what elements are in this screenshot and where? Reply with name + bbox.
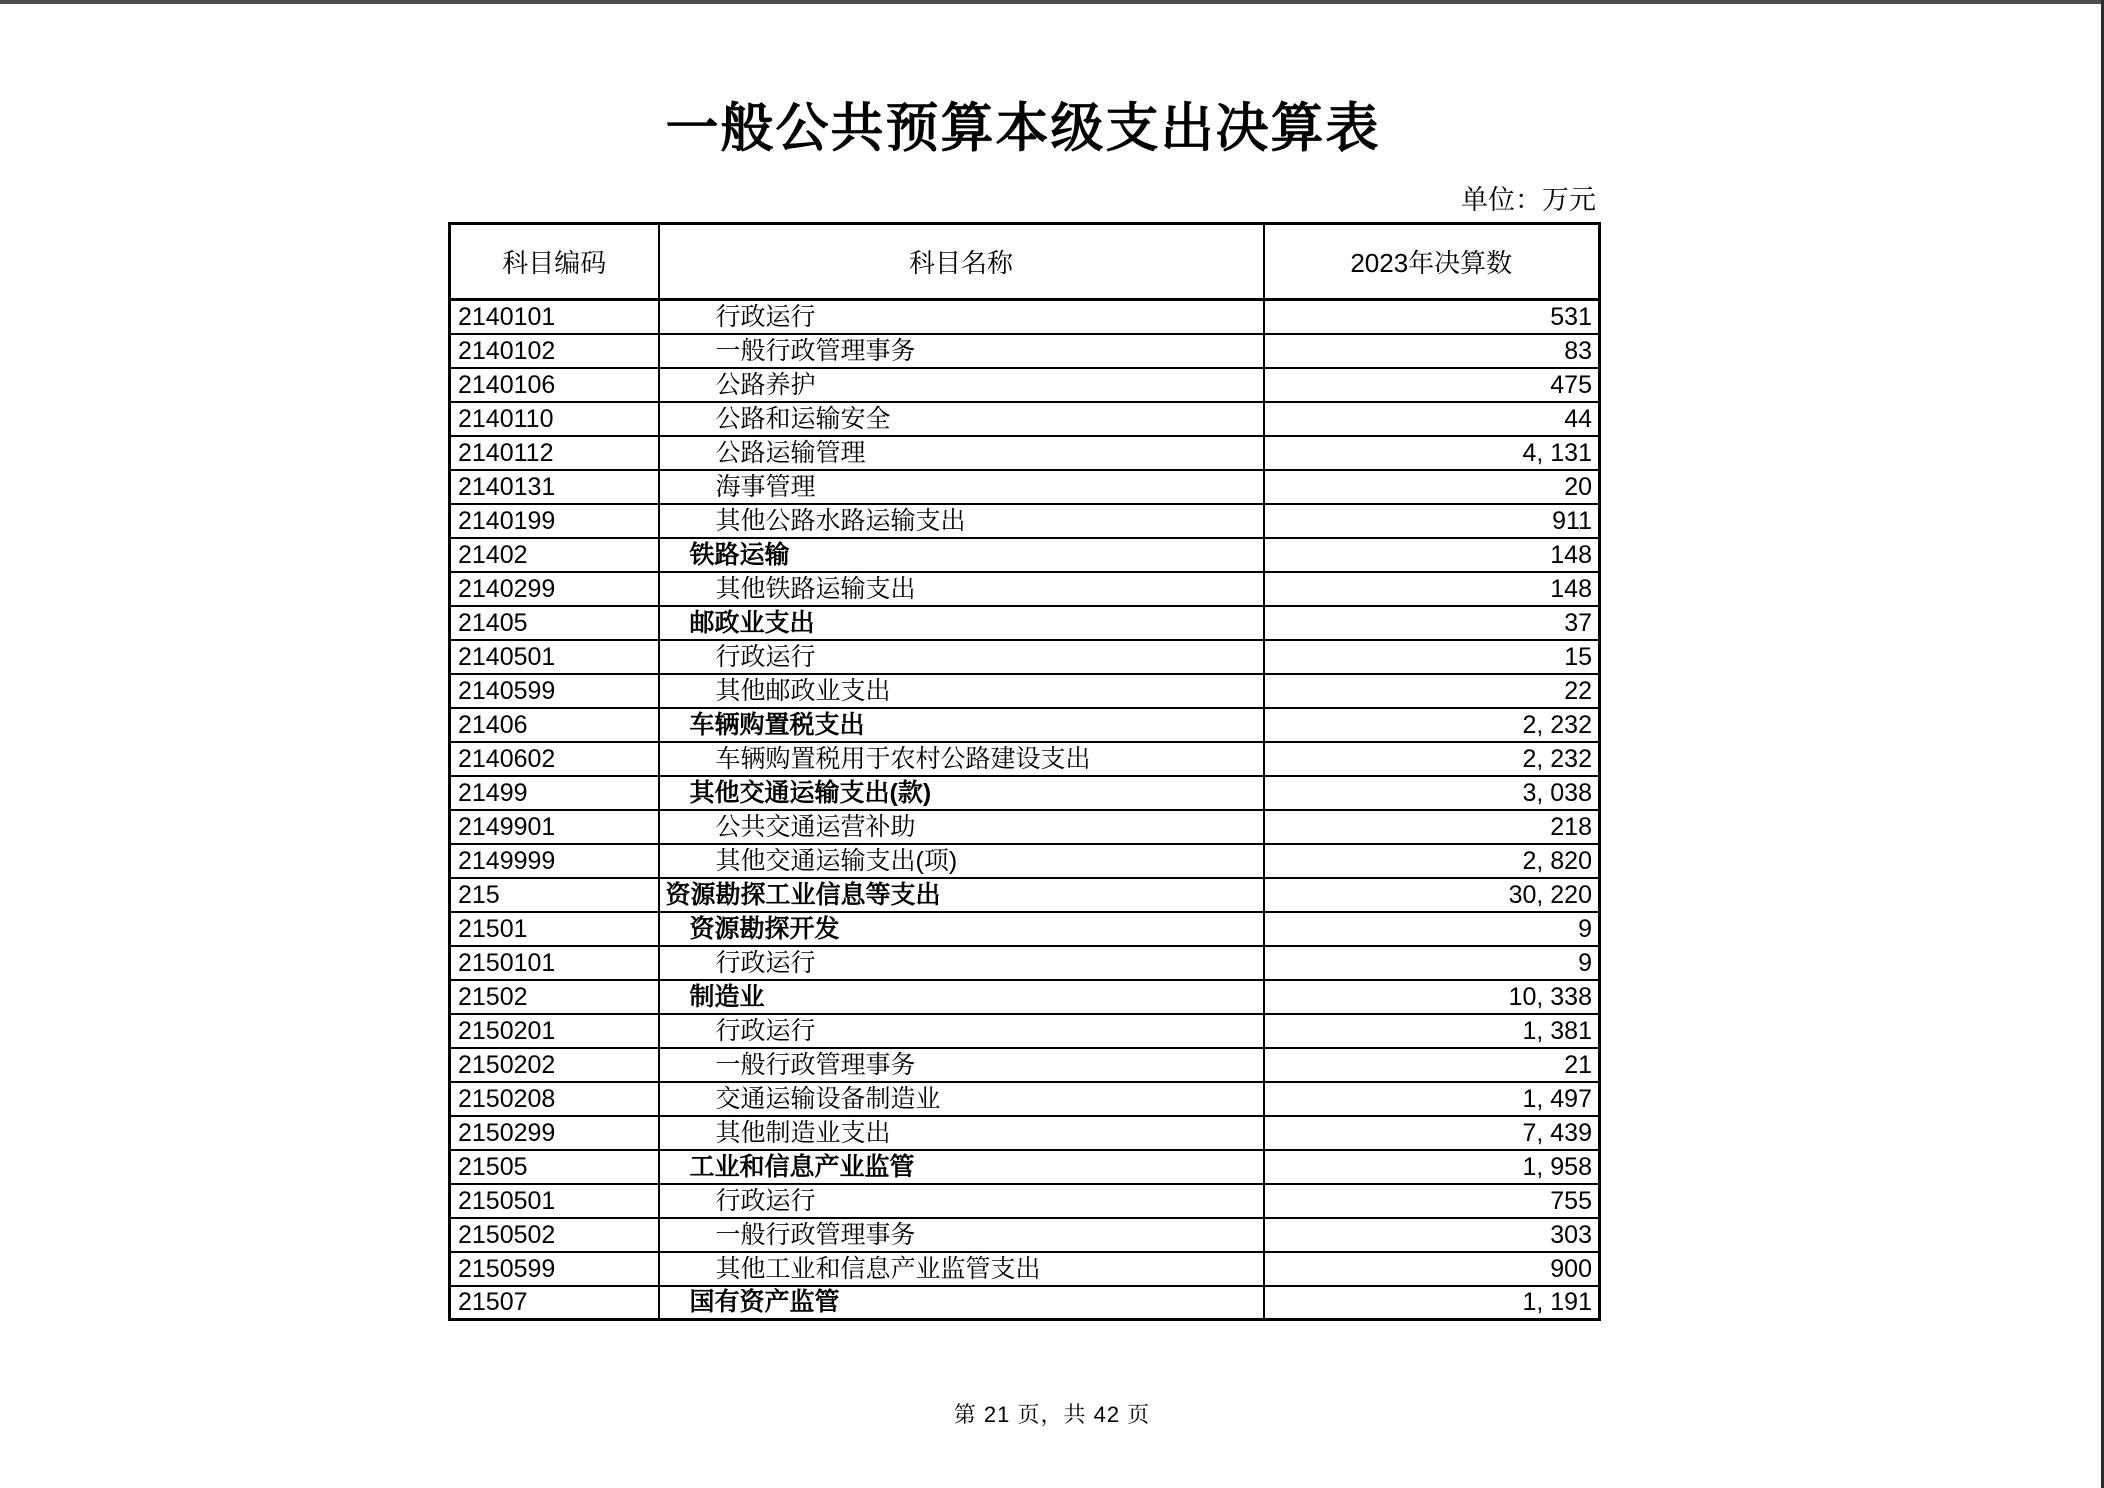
- table-row: [450, 640, 1600, 674]
- subject-code-cell: 2149901: [450, 810, 659, 844]
- table-row: [450, 538, 1600, 572]
- subject-name-cell: 其他工业和信息产业监管支出: [659, 1252, 1264, 1286]
- table-row: [450, 980, 1600, 1014]
- table-row: [450, 368, 1600, 402]
- subject-code-cell: 2140110: [450, 402, 659, 436]
- subject-name-cell: 行政运行: [659, 946, 1264, 980]
- subject-code-cell: 2149999: [450, 844, 659, 878]
- subject-name-cell: 其他铁路运输支出: [659, 572, 1264, 606]
- final-amount-cell: 22: [1264, 674, 1600, 708]
- final-amount-cell: 7, 439: [1264, 1116, 1600, 1150]
- subject-code-cell: 2140299: [450, 572, 659, 606]
- subject-name-cell: 行政运行: [659, 1184, 1264, 1218]
- table-row: [450, 878, 1600, 912]
- table-row: [450, 946, 1600, 980]
- subject-name-cell: 一般行政管理事务: [659, 334, 1264, 368]
- subject-name-cell: 车辆购置税用于农村公路建设支出: [659, 742, 1264, 776]
- subject-code-cell: 2150202: [450, 1048, 659, 1082]
- final-amount-cell: 148: [1264, 572, 1600, 606]
- subject-name-cell: 资源勘探工业信息等支出: [659, 878, 1264, 912]
- final-amount-cell: 10, 338: [1264, 980, 1600, 1014]
- table-row: [450, 810, 1600, 844]
- budget-expenditure-table: [448, 222, 1601, 1321]
- table-row: [450, 1014, 1600, 1048]
- subject-name-cell: 公路运输管理: [659, 436, 1264, 470]
- subject-name-cell: 公路和运输安全: [659, 402, 1264, 436]
- table-row: [450, 1082, 1600, 1116]
- table-row: [450, 504, 1600, 538]
- subject-code-cell: 2150599: [450, 1252, 659, 1286]
- subject-name-cell: 其他邮政业支出: [659, 674, 1264, 708]
- table-row: [450, 334, 1600, 368]
- subject-name-cell: 其他公路水路运输支出: [659, 504, 1264, 538]
- final-amount-cell: 755: [1264, 1184, 1600, 1218]
- subject-name-cell: 行政运行: [659, 640, 1264, 674]
- final-amount-cell: 218: [1264, 810, 1600, 844]
- subject-name-cell: 行政运行: [659, 300, 1264, 334]
- final-amount-cell: 2, 232: [1264, 742, 1600, 776]
- table-row: [450, 1048, 1600, 1082]
- subject-code-cell: 21501: [450, 912, 659, 946]
- subject-code-cell: 2140199: [450, 504, 659, 538]
- table-row: [450, 1218, 1600, 1252]
- final-amount-cell: 1, 497: [1264, 1082, 1600, 1116]
- subject-name-cell: 交通运输设备制造业: [659, 1082, 1264, 1116]
- table-row: [450, 572, 1600, 606]
- final-amount-cell: 37: [1264, 606, 1600, 640]
- subject-name-cell: 公路养护: [659, 368, 1264, 402]
- subject-name-cell: 国有资产监管: [659, 1286, 1264, 1320]
- final-amount-cell: 83: [1264, 334, 1600, 368]
- subject-name-cell: 资源勘探开发: [659, 912, 1264, 946]
- final-amount-cell: 21: [1264, 1048, 1600, 1082]
- table-row: [450, 674, 1600, 708]
- subject-name-cell: 其他交通运输支出(项): [659, 844, 1264, 878]
- final-amount-cell: 911: [1264, 504, 1600, 538]
- subject-name-cell: 公共交通运营补助: [659, 810, 1264, 844]
- final-amount-cell: 303: [1264, 1218, 1600, 1252]
- subject-name-cell: 行政运行: [659, 1014, 1264, 1048]
- table-row: [450, 1184, 1600, 1218]
- final-amount-cell: 1, 381: [1264, 1014, 1600, 1048]
- table-body: [450, 300, 1600, 1320]
- final-amount-cell: 900: [1264, 1252, 1600, 1286]
- table-row: [450, 1150, 1600, 1184]
- final-amount-cell: 30, 220: [1264, 878, 1600, 912]
- column-header-subject-code: 科目编码: [450, 224, 659, 300]
- subject-code-cell: 2140106: [450, 368, 659, 402]
- table-row: [450, 300, 1600, 334]
- subject-code-cell: 215: [450, 878, 659, 912]
- unit-label: 单位：万元: [1461, 185, 1596, 216]
- subject-name-cell: 制造业: [659, 980, 1264, 1014]
- table-row: [450, 1286, 1600, 1320]
- subject-code-cell: 2140501: [450, 640, 659, 674]
- table-row: [450, 708, 1600, 742]
- subject-code-cell: 2150208: [450, 1082, 659, 1116]
- final-amount-cell: 9: [1264, 912, 1600, 946]
- subject-code-cell: 2150299: [450, 1116, 659, 1150]
- final-amount-cell: 2, 232: [1264, 708, 1600, 742]
- subject-name-cell: 铁路运输: [659, 538, 1264, 572]
- table-row: [450, 470, 1600, 504]
- subject-name-cell: 邮政业支出: [659, 606, 1264, 640]
- subject-code-cell: 2140112: [450, 436, 659, 470]
- table-row: [450, 912, 1600, 946]
- table-row: [450, 742, 1600, 776]
- table-header-row: [450, 224, 1600, 300]
- subject-code-cell: 21405: [450, 606, 659, 640]
- table-row: [450, 1252, 1600, 1286]
- subject-name-cell: 一般行政管理事务: [659, 1048, 1264, 1082]
- subject-code-cell: 2150201: [450, 1014, 659, 1048]
- subject-code-cell: 2140602: [450, 742, 659, 776]
- subject-code-cell: 21406: [450, 708, 659, 742]
- subject-name-cell: 一般行政管理事务: [659, 1218, 1264, 1252]
- column-header-2023-final-amount: 2023年决算数: [1264, 224, 1600, 300]
- final-amount-cell: 20: [1264, 470, 1600, 504]
- page-title: 一般公共预算本级支出决算表: [665, 99, 1381, 158]
- subject-code-cell: 2150502: [450, 1218, 659, 1252]
- final-amount-cell: 3, 038: [1264, 776, 1600, 810]
- final-amount-cell: 44: [1264, 402, 1600, 436]
- final-amount-cell: 9: [1264, 946, 1600, 980]
- subject-name-cell: 车辆购置税支出: [659, 708, 1264, 742]
- final-amount-cell: 15: [1264, 640, 1600, 674]
- column-header-subject-name: 科目名称: [659, 224, 1264, 300]
- table-row: [450, 402, 1600, 436]
- subject-name-cell: 海事管理: [659, 470, 1264, 504]
- table-row: [450, 776, 1600, 810]
- subject-name-cell: 其他交通运输支出(款): [659, 776, 1264, 810]
- page-number-footer: 第 21 页，共 42 页: [953, 1402, 1151, 1427]
- table-row: [450, 1116, 1600, 1150]
- table-row: [450, 606, 1600, 640]
- subject-code-cell: 2150501: [450, 1184, 659, 1218]
- final-amount-cell: 4, 131: [1264, 436, 1600, 470]
- subject-code-cell: 21502: [450, 980, 659, 1014]
- final-amount-cell: 148: [1264, 538, 1600, 572]
- final-amount-cell: 531: [1264, 300, 1600, 334]
- table-row: [450, 436, 1600, 470]
- subject-name-cell: 其他制造业支出: [659, 1116, 1264, 1150]
- final-amount-cell: 1, 191: [1264, 1286, 1600, 1320]
- final-amount-cell: 2, 820: [1264, 844, 1600, 878]
- final-amount-cell: 1, 958: [1264, 1150, 1600, 1184]
- subject-code-cell: 2140599: [450, 674, 659, 708]
- subject-name-cell: 工业和信息产业监管: [659, 1150, 1264, 1184]
- subject-code-cell: 21402: [450, 538, 659, 572]
- subject-code-cell: 2140101: [450, 300, 659, 334]
- subject-code-cell: 2140131: [450, 470, 659, 504]
- subject-code-cell: 21505: [450, 1150, 659, 1184]
- subject-code-cell: 21507: [450, 1286, 659, 1320]
- document-page: [448, 0, 1598, 1321]
- subject-code-cell: 2140102: [450, 334, 659, 368]
- subject-code-cell: 21499: [450, 776, 659, 810]
- subject-code-cell: 2150101: [450, 946, 659, 980]
- final-amount-cell: 475: [1264, 368, 1600, 402]
- table-row: [450, 844, 1600, 878]
